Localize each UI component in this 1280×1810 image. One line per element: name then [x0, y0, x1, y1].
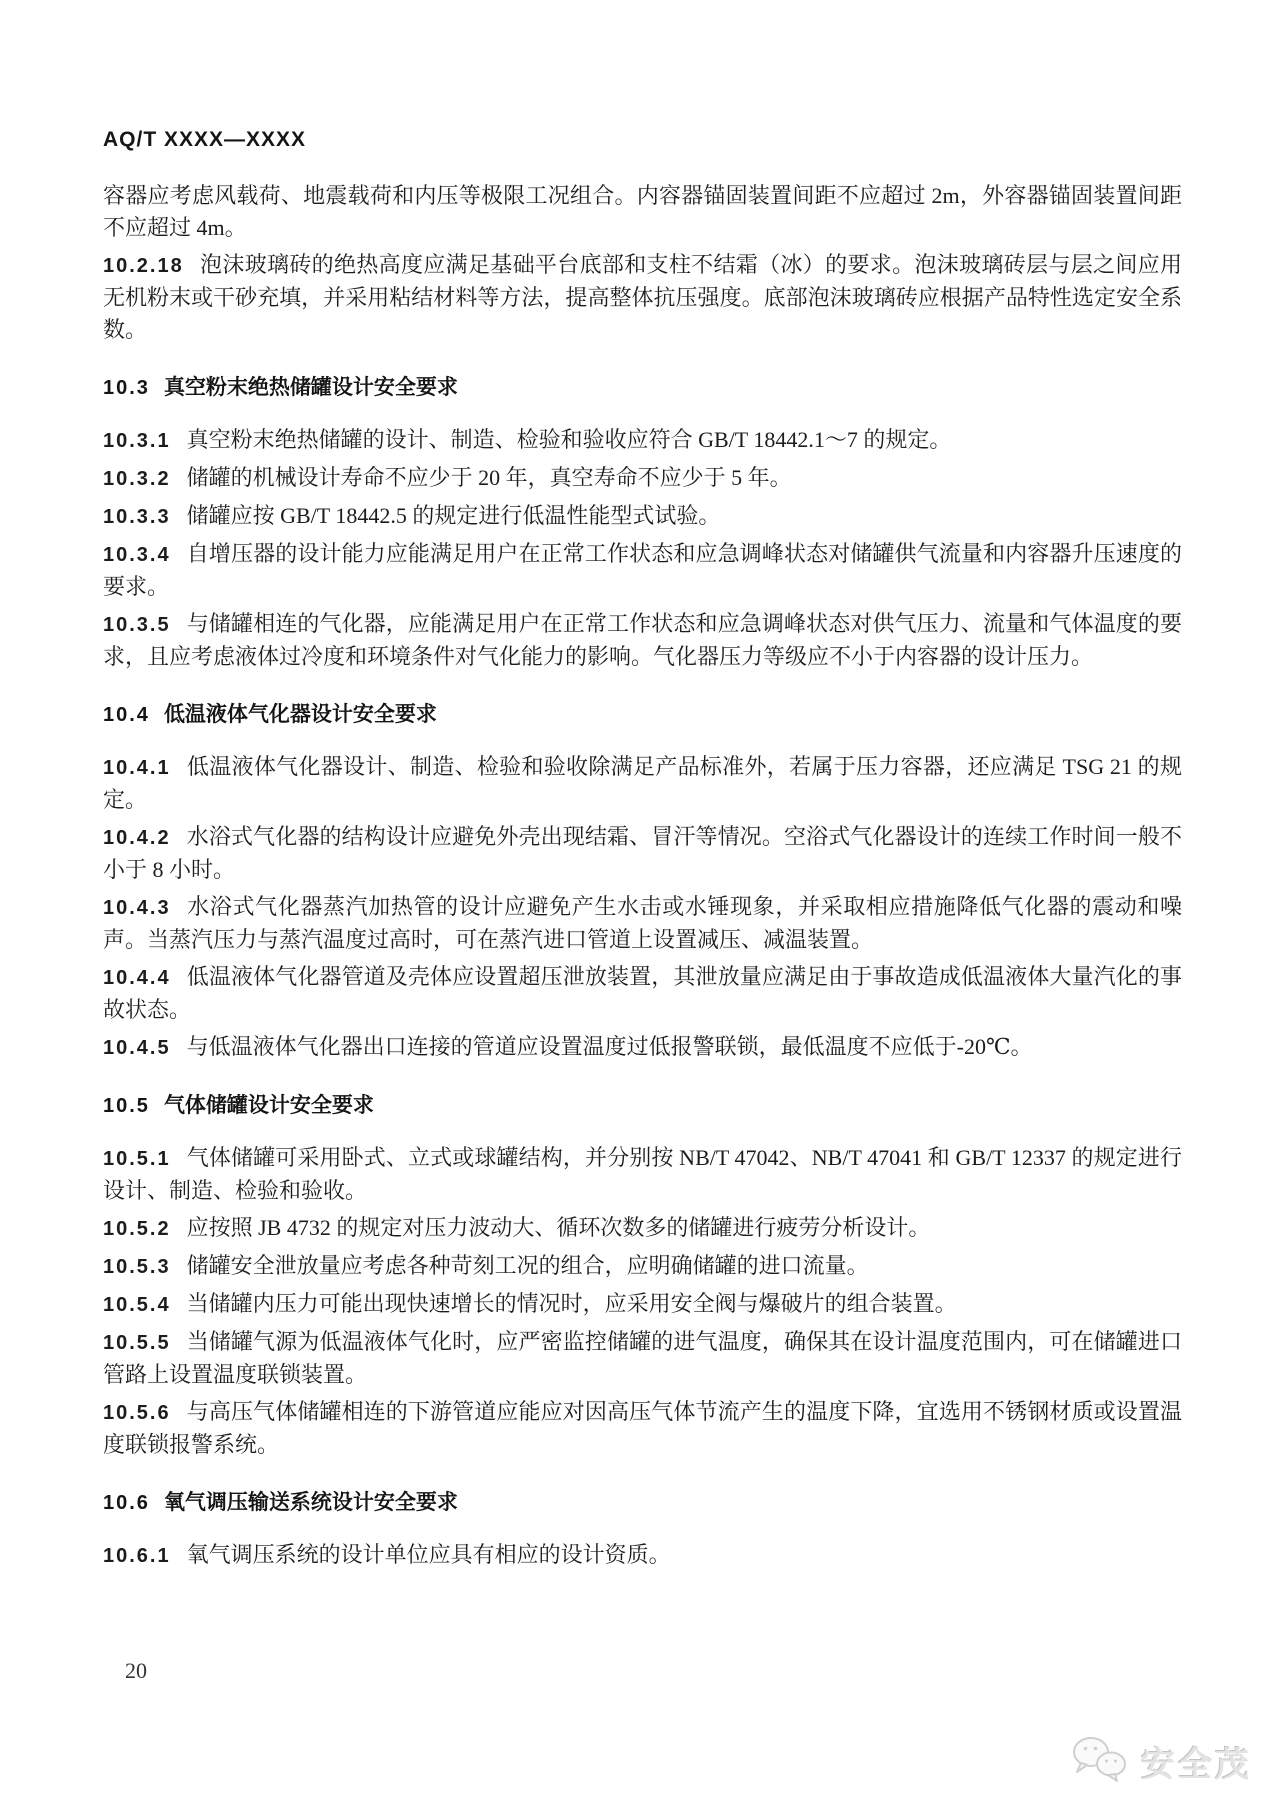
clause-number: 10.3.4	[103, 544, 171, 566]
clause-text: 自增压器的设计能力应能满足用户在正常工作状态和应急调峰状态对储罐供气流量和内容器升压速度的要求。	[103, 541, 1182, 599]
standard-code-header: AQ/T XXXX—XXXX	[103, 128, 307, 151]
clause-number: 10.5.5	[103, 1332, 171, 1354]
clause-text: 真空粉末绝热储罐的设计、制造、检验和验收应符合 GB/T 18442.1～7 的规定。	[186, 427, 952, 452]
watermark-label: 安全茂	[1141, 1746, 1252, 1784]
heading-text: 真空粉末绝热储罐设计安全要求	[163, 376, 458, 399]
clause-number: 10.3.5	[103, 614, 171, 636]
clause-paragraph	[103, 538, 1182, 603]
clause-number: 10.5.2	[103, 1218, 171, 1240]
clause-paragraph	[103, 961, 1182, 1026]
clause-paragraph	[103, 751, 1182, 816]
clause-number: 10.3.3	[103, 506, 171, 528]
clause-paragraph	[103, 1288, 1182, 1321]
clause-paragraph	[103, 462, 1182, 495]
page-number: 20	[125, 1658, 147, 1683]
clause-text: 氧气调压系统的设计单位应具有相应的设计资质。	[186, 1542, 671, 1567]
document-body	[103, 180, 1182, 1572]
clause-number: 10.6.1	[103, 1545, 171, 1567]
clause-number: 10.4	[103, 704, 150, 726]
clause-text: 水浴式气化器蒸汽加热管的设计应避免产生水击或水锤现象，并采取相应措施降低气化器的震动和噪声。当蒸汽压力与蒸汽温度过高时，可在蒸汽进口管道上设置减压、减温装置。	[103, 894, 1182, 952]
clause-text: 泡沫玻璃砖的绝热高度应满足基础平台底部和支柱不结霜（冰）的要求。泡沫玻璃砖层与层之间应用无机粉末或干砂充填，并采用粘结材料等方法，提高整体抗压强度。底部泡沫玻璃砖应根据产品特性选定安全系数。	[103, 252, 1182, 342]
heading-text: 气体储罐设计安全要求	[163, 1094, 374, 1117]
clause-paragraph	[103, 821, 1182, 886]
clause-text: 储罐安全泄放量应考虑各种苛刻工况的组合，应明确储罐的进口流量。	[186, 1253, 869, 1278]
clause-number: 10.3	[103, 377, 150, 399]
body-paragraph: 容器应考虑风载荷、地震载荷和内压等极限工况组合。内容器锚固装置间距不应超过 2m，外容器锚固装置间距不应超过 4m。	[103, 183, 1182, 240]
clause-paragraph	[103, 500, 1182, 533]
clause-number: 10.5.6	[103, 1402, 171, 1424]
clause-paragraph	[103, 1539, 1182, 1572]
clause-number: 10.5.4	[103, 1294, 171, 1316]
clause-text: 低温液体气化器管道及壳体应设置超压泄放装置，其泄放量应满足由于事故造成低温液体大量汽化的事故状态。	[103, 964, 1182, 1022]
clause-number: 10.4.4	[103, 967, 171, 989]
clause-number: 10.3.2	[103, 468, 171, 490]
clause-text: 与高压气体储罐相连的下游管道应能应对因高压气体节流产生的温度下降，宜选用不锈钢材质或设置温度联锁报警系统。	[103, 1399, 1182, 1457]
wechat-icon	[1069, 1733, 1131, 1790]
clause-text: 低温液体气化器设计、制造、检验和验收除满足产品标准外，若属于压力容器，还应满足 TSG 21 的规定。	[103, 754, 1182, 812]
clause-paragraph	[103, 249, 1182, 346]
clause-number: 10.4.1	[103, 757, 171, 779]
clause-text: 气体储罐可采用卧式、立式或球罐结构，并分别按 NB/T 47042、NB/T 47041 和 GB/T 12337 的规定进行设计、制造、检验和验收。	[103, 1145, 1182, 1203]
clause-number: 10.4.3	[103, 897, 171, 919]
clause-text: 储罐应按 GB/T 18442.5 的规定进行低温性能型式试验。	[186, 503, 721, 528]
document-content	[103, 128, 1182, 1577]
clause-paragraph	[103, 1212, 1182, 1245]
heading-text: 氧气调压输送系统设计安全要求	[163, 1491, 458, 1514]
clause-paragraph	[103, 1396, 1182, 1461]
clause-number: 10.6	[103, 1492, 150, 1514]
clause-paragraph	[103, 424, 1182, 457]
section-heading	[103, 1487, 1182, 1519]
clause-text: 当储罐内压力可能出现快速增长的情况时，应采用安全阀与爆破片的组合装置。	[186, 1291, 957, 1316]
clause-text: 当储罐气源为低温液体气化时，应严密监控储罐的进气温度，确保其在设计温度范围内，可在储罐进口管路上设置温度联锁装置。	[103, 1329, 1182, 1387]
clause-number: 10.5	[103, 1095, 150, 1117]
clause-number: 10.4.2	[103, 827, 171, 849]
clause-number: 10.5.3	[103, 1256, 171, 1278]
clause-paragraph	[103, 608, 1182, 673]
clause-number: 10.5.1	[103, 1148, 171, 1170]
clause-number: 10.4.5	[103, 1037, 171, 1059]
clause-text: 与储罐相连的气化器，应能满足用户在正常工作状态和应急调峰状态对供气压力、流量和气体温度的要求，且应考虑液体过冷度和环境条件对气化能力的影响。气化器压力等级应不小于内容器的设计压力。	[103, 611, 1182, 669]
heading-text: 低温液体气化器设计安全要求	[163, 703, 437, 726]
clause-paragraph	[103, 891, 1182, 956]
section-heading	[103, 1090, 1182, 1122]
clause-text: 与低温液体气化器出口连接的管道应设置温度过低报警联锁，最低温度不应低于-20℃。	[186, 1034, 1033, 1059]
clause-paragraph	[103, 1250, 1182, 1283]
clause-number: 10.3.1	[103, 430, 171, 452]
section-heading	[103, 699, 1182, 731]
clause-text: 应按照 JB 4732 的规定对压力波动大、循环次数多的储罐进行疲劳分析设计。	[186, 1215, 931, 1240]
clause-paragraph	[103, 1031, 1182, 1064]
watermark	[1069, 1733, 1252, 1790]
clause-paragraph	[103, 1326, 1182, 1391]
section-heading	[103, 372, 1182, 404]
clause-paragraph	[103, 1142, 1182, 1207]
clause-text: 水浴式气化器的结构设计应避免外壳出现结霜、冒汗等情况。空浴式气化器设计的连续工作时间一般不小于 8 小时。	[103, 824, 1182, 882]
clause-number: 10.2.18	[103, 255, 184, 277]
clause-text: 储罐的机械设计寿命不应少于 20 年，真空寿命不应少于 5 年。	[186, 465, 792, 490]
